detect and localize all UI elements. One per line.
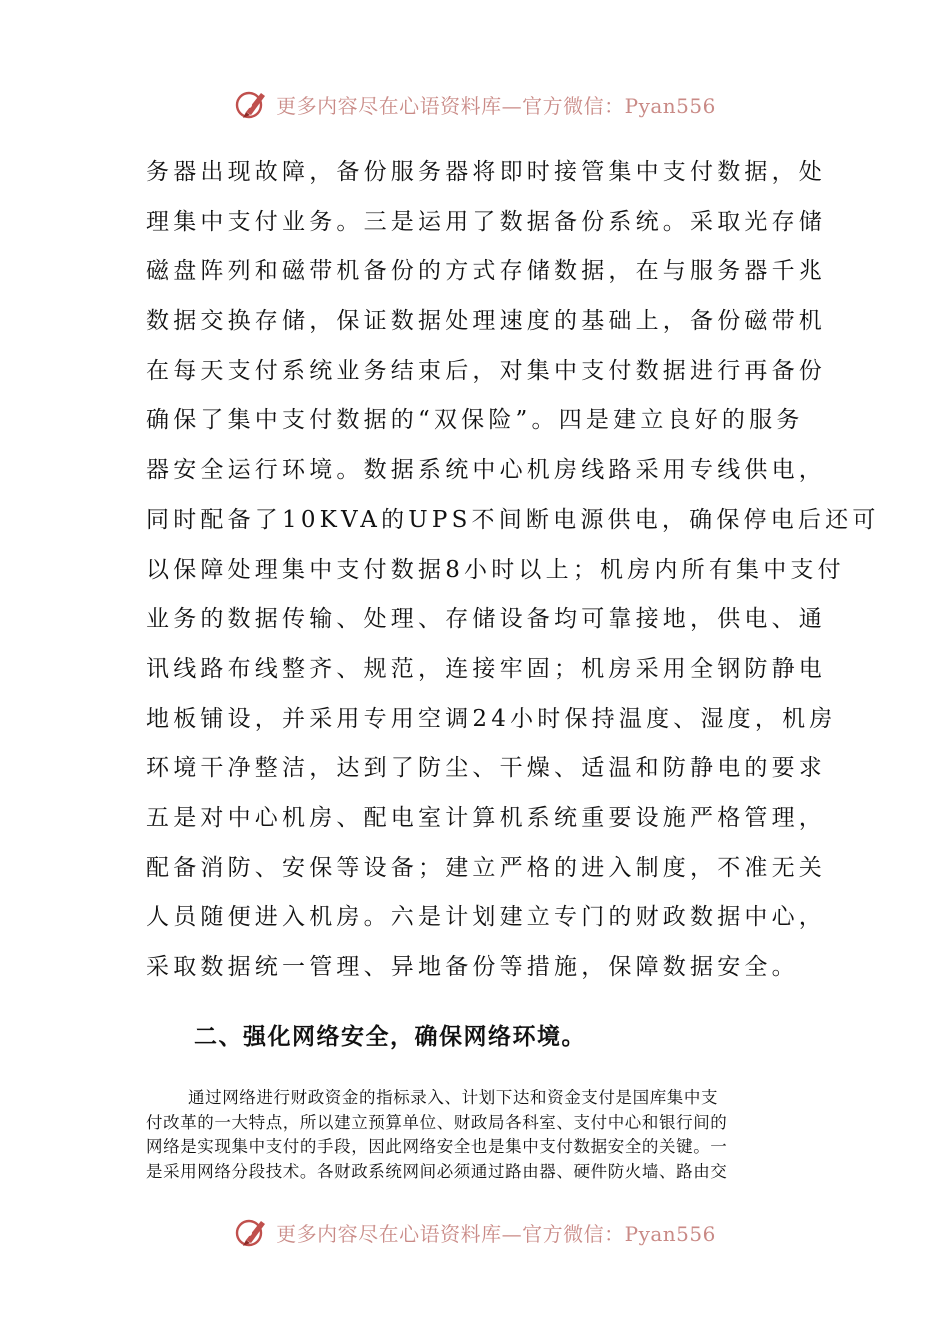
- text-line: 确保了集中支付数据的“双保险”。四是建立良好的服务: [146, 407, 804, 434]
- text-line: 环境干净整洁，达到了防尘、干燥、适温和防静电的要求: [146, 755, 826, 782]
- text-line: 通过网络进行财政资金的指标录入、计划下达和资金支付是国库集中支: [188, 1088, 719, 1107]
- text-line: 人员随便进入机房。六是计划建立专门的财政数据中心，: [146, 904, 826, 931]
- text-line: 务器出现故障，备份服务器将即时接管集中支付数据，处: [146, 159, 826, 185]
- watermark-footer: [0, 1212, 950, 1252]
- text-line: 讯线路布线整齐、规范，连接牢固；机房采用全钢防静电: [146, 655, 826, 682]
- text-line: 是采用网络分段技术。各财政系统网间必须通过路由器、硬件防火墙、路由交: [146, 1161, 728, 1181]
- text-line: 网络是实现集中支付的手段，因此网络安全也是集中支付数据安全的关键。一: [146, 1137, 728, 1156]
- body-paragraph: [146, 148, 880, 993]
- text-line: 配备消防、安保等设备；建立严格的进入制度，不准无关: [146, 854, 826, 881]
- watermark-header: [0, 84, 950, 124]
- text-line: 采取数据统一管理、异地备份等措施，保障数据安全。: [146, 954, 799, 980]
- watermark-text: 更多内容尽在心语资料库—官方微信：Pyan556: [276, 1221, 716, 1246]
- text-line: 理集中支付业务。三是运用了数据备份系统。采取光存储: [146, 208, 826, 235]
- text-line: 业务的数据传输、处理、存储设备均可靠接地，供电、通: [146, 606, 826, 633]
- text-line: 器安全运行环境。数据系统中心机房线路采用专线供电，: [146, 457, 826, 484]
- section-heading: 二、强化网络安全，确保网络环境。: [194, 1024, 586, 1050]
- text-line: 五是对中心机房、配电室计算机系统重要设施严格管理，: [146, 804, 826, 831]
- text-line: 磁盘阵列和磁带机备份的方式存储数据，在与服务器千兆: [146, 258, 826, 285]
- pen-nib-circle-icon: [234, 87, 268, 121]
- pen-nib-circle-icon: [234, 1215, 268, 1249]
- watermark-text: 更多内容尽在心语资料库—官方微信：Pyan556: [276, 93, 716, 118]
- text-line: 数据交换存储，保证数据处理速度的基础上，备份磁带机: [146, 308, 826, 335]
- text-line: 在每天支付系统业务结束后，对集中支付数据进行再备份: [146, 357, 826, 384]
- text-line: 同时配备了10KVA的UPS不间断电源供电，确保停电后还可: [146, 506, 880, 533]
- text-line: 以保障处理集中支付数据8小时以上；机房内所有集中支付: [146, 556, 845, 583]
- text-line: 地板铺设，并采用专用空调24小时保持温度、湿度，机房: [146, 705, 837, 732]
- body-paragraph-small: [146, 1086, 808, 1184]
- text-line: 付改革的一大特点，所以建立预算单位、财政局各科室、支付中心和银行间的: [146, 1112, 728, 1132]
